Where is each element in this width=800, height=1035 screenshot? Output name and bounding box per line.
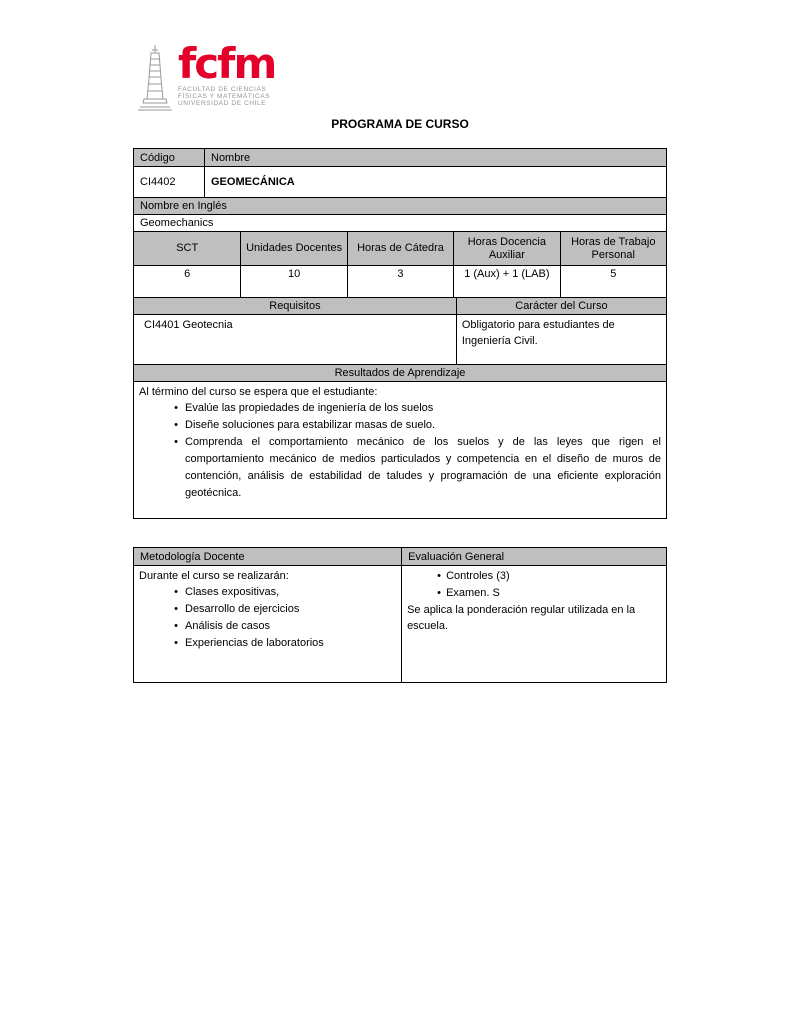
table-row-requisitos-value (134, 314, 666, 364)
nombre-ingles-header-cell: Nombre en Inglés (134, 198, 666, 214)
metodologia-bullet: • Desarrollo de ejercicios (167, 601, 396, 618)
resultados-header-cell: Resultados de Aprendizaje (134, 365, 666, 381)
table-row-method-content (134, 565, 666, 682)
requisitos-value-cell: CI4401 Geotecnia (144, 319, 233, 331)
horas-catedra-value-cell: 3 (347, 266, 453, 297)
page-title: PROGRAMA DE CURSO (331, 117, 469, 131)
methodology-table (133, 547, 667, 683)
bullet-icon: • (437, 570, 441, 582)
table-row-method-header (134, 548, 666, 565)
table-row-requisitos-header (134, 297, 666, 314)
bullet-icon: • (174, 637, 178, 649)
horas-docencia-auxiliar-value-cell: 1 (Aux) + 1 (LAB) (453, 266, 559, 297)
resultados-bullet: • Evalúe las propiedades de ingeniería de los suelos (167, 400, 661, 417)
nombre-value-cell: GEOMECÁNICA (204, 167, 666, 197)
evaluacion-content-cell (401, 566, 666, 682)
table-row-ingles-header (134, 197, 666, 214)
bullet-icon: • (174, 419, 178, 431)
bullet-icon: • (174, 402, 178, 414)
bullet-icon: • (437, 587, 441, 599)
bullet-icon: • (174, 586, 178, 598)
metodologia-bullet: • Clases expositivas, (167, 584, 396, 601)
metodologia-header-cell: Metodología Docente (134, 548, 401, 565)
resultados-bullet: • Comprenda el comportamiento mecánico de los suelos y de las leyes que rigen el comportamiento mecánico de medios particulados y competencia en el diseño de muros de contención, análisis de estabilidad de taludes y programación de una eficiente exploración geotécnica. (167, 434, 661, 502)
resultados-intro: Al término del curso se espera que el estudiante: (139, 386, 378, 398)
logo-caption-line: FACULTAD DE CIENCIAS (178, 86, 267, 93)
metodologia-bullet: • Análisis de casos (167, 618, 396, 635)
horas-docencia-auxiliar-header-cell: Horas Docencia Auxiliar (453, 232, 559, 265)
evaluacion-bullet: • Controles (3) (432, 568, 661, 585)
nombre-header-cell: Nombre (204, 149, 666, 166)
sct-header-cell: SCT (134, 232, 240, 265)
table-row-resultados-content (134, 381, 666, 518)
horas-trabajo-personal-value-cell: 5 (560, 266, 666, 297)
codigo-header-cell: Código (134, 149, 204, 166)
metodologia-bullet: • Experiencias de laboratorios (167, 635, 396, 652)
table-row-ingles-value (134, 214, 666, 231)
bullet-icon: • (174, 603, 178, 615)
nombre-ingles-value-cell: Geomechanics (140, 217, 214, 229)
caracter-value-cell: Obligatorio para estudiantes de Ingeniería Civil. (456, 315, 666, 364)
course-info-table (133, 148, 667, 519)
fcfm-logo (136, 39, 276, 112)
metodologia-content-cell (134, 566, 401, 682)
codigo-value-cell: CI4402 (140, 176, 176, 188)
evaluacion-note: Se aplica la ponderación regular utilizada en la escuela. (407, 604, 636, 632)
sct-value-cell: 6 (184, 268, 191, 280)
logo-caption (178, 86, 275, 107)
bullet-icon: • (174, 436, 178, 448)
table-row-resultados-header (134, 364, 666, 381)
logo-caption-line: FÍSICAS Y MATEMÁTICAS (178, 93, 271, 100)
horas-catedra-header-cell: Horas de Cátedra (347, 232, 453, 265)
table-row-codigo-value (134, 166, 666, 197)
fcfm-wordmark: fcfm (178, 39, 276, 88)
evaluacion-bullet: • Examen. S (432, 585, 661, 602)
caracter-header-cell: Carácter del Curso (456, 298, 666, 314)
resultados-bullet: • Diseñe soluciones para estabilizar masas de suelo. (167, 417, 661, 434)
metodologia-intro: Durante el curso se realizarán: (139, 570, 289, 582)
requisitos-header-cell: Requisitos (134, 298, 456, 314)
logo-caption-line: UNIVERSIDAD DE CHILE (178, 100, 267, 107)
table-row-codigo-header (134, 149, 666, 166)
table-row-hours-values (134, 265, 666, 297)
table-row-hours-header (134, 231, 666, 265)
unidades-docentes-value-cell: 10 (240, 266, 346, 297)
logo-text-block (178, 39, 276, 112)
resultados-content-cell (134, 382, 666, 518)
bullet-icon: • (174, 620, 178, 632)
unidades-docentes-header-cell: Unidades Docentes (240, 232, 346, 265)
horas-trabajo-personal-header-cell: Horas de Trabajo Personal (560, 232, 666, 265)
university-tower-icon (136, 44, 174, 112)
evaluacion-header-cell: Evaluación General (401, 548, 666, 565)
